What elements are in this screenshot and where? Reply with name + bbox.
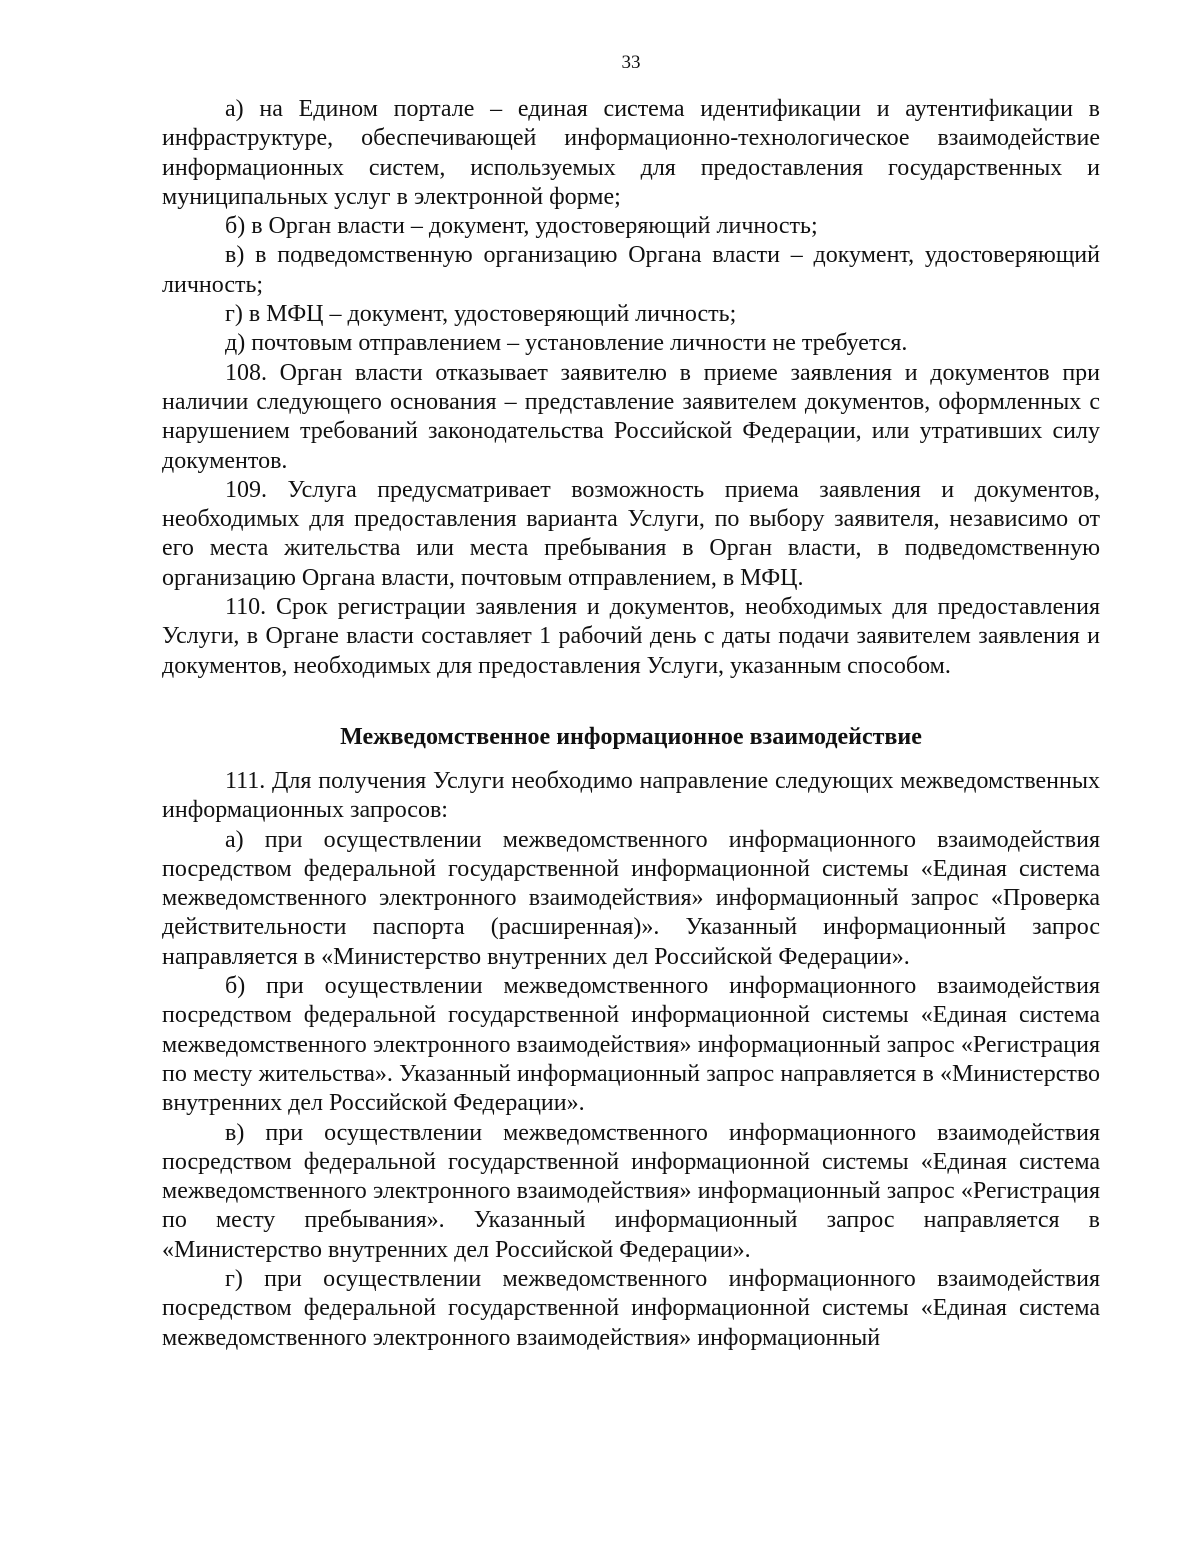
paragraph-111-b: б) при осуществлении межведомственного информационного взаимодействия посредством федеральной государственной информационной системы «Единая система межведомственного электронного взаимодействия» информационный запрос «Регистрация по месту жительства». Указанный информационный запрос направляется в «Министерство внутренних дел Российской Федерации». <box>162 973 1100 1117</box>
paragraph-108: 108. Орган власти отказывает заявителю в приеме заявления и документов при наличии следующего основания – представление заявителем документов, оформленных с нарушением требований законодательства Российской Федерации, или утративших силу документов. <box>162 359 1100 474</box>
paragraph-109: 109. Услуга предусматривает возможность приема заявления и документов, необходимых для предоставления варианта Услуги, по выбору заявителя, независимо от его места жительства или места пребывания в Орган власти, в подведомственную организацию Органа власти, почтовым отправлением, в МФЦ. <box>162 476 1100 591</box>
paragraph-110: 110. Срок регистрации заявления и документов, необходимых для предоставления Услуги, в Органе власти составляет 1 рабочий день с даты подачи заявителем заявления и документов, необходимых для предоставления Услуги, указанным способом. <box>162 594 1100 679</box>
paragraph-g-mfc: г) в МФЦ – документ, удостоверяющий личность; <box>225 301 737 328</box>
page-number: 33 <box>621 52 641 73</box>
paragraph-d-postal: д) почтовым отправлением – установление личности не требуется. <box>225 330 908 357</box>
paragraph-111-g: г) при осуществлении межведомственного информационного взаимодействия посредством федеральной государственной информационной системы «Единая система межведомственного электронного взаимодействия» информационный <box>162 1265 1100 1351</box>
paragraph-111: 111. Для получения Услуги необходимо направление следующих межведомственных информационных запросов: <box>162 767 1100 824</box>
paragraph-a-portal: а) на Едином портале – единая система идентификации и аутентификации в инфраструктуре, обеспечивающей информационно-технологическое взаимодействие информационных систем, используемых для предоставления государственных и муниципальных услуг в электронной форме; <box>162 96 1100 210</box>
paragraph-b-authority: б) в Орган власти – документ, удостоверяющий личность; <box>225 213 818 240</box>
paragraph-111-v: в) при осуществлении межведомственного информационного взаимодействия посредством федеральной государственной информационной системы «Единая система межведомственного электронного взаимодействия» информационный запрос «Регистрация по месту пребывания». Указанный информационный запрос направляется в «Министерство внутренних дел Российской Федерации». <box>162 1119 1100 1263</box>
paragraph-v-subordinate-org: в) в подведомственную организацию Органа власти – документ, удостоверяющий личность; <box>162 242 1100 298</box>
paragraph-111-a: а) при осуществлении межведомственного информационного взаимодействия посредством федеральной государственной информационной системы «Единая система межведомственного электронного взаимодействия» информационный запрос «Проверка действительности паспорта (расширенная)». Указанный информационный запрос направляется в «Министерство внутренних дел Российской Федерации». <box>162 826 1100 970</box>
document-body <box>162 95 1100 1353</box>
section-heading: Межведомственное информационное взаимодействие <box>340 723 922 750</box>
